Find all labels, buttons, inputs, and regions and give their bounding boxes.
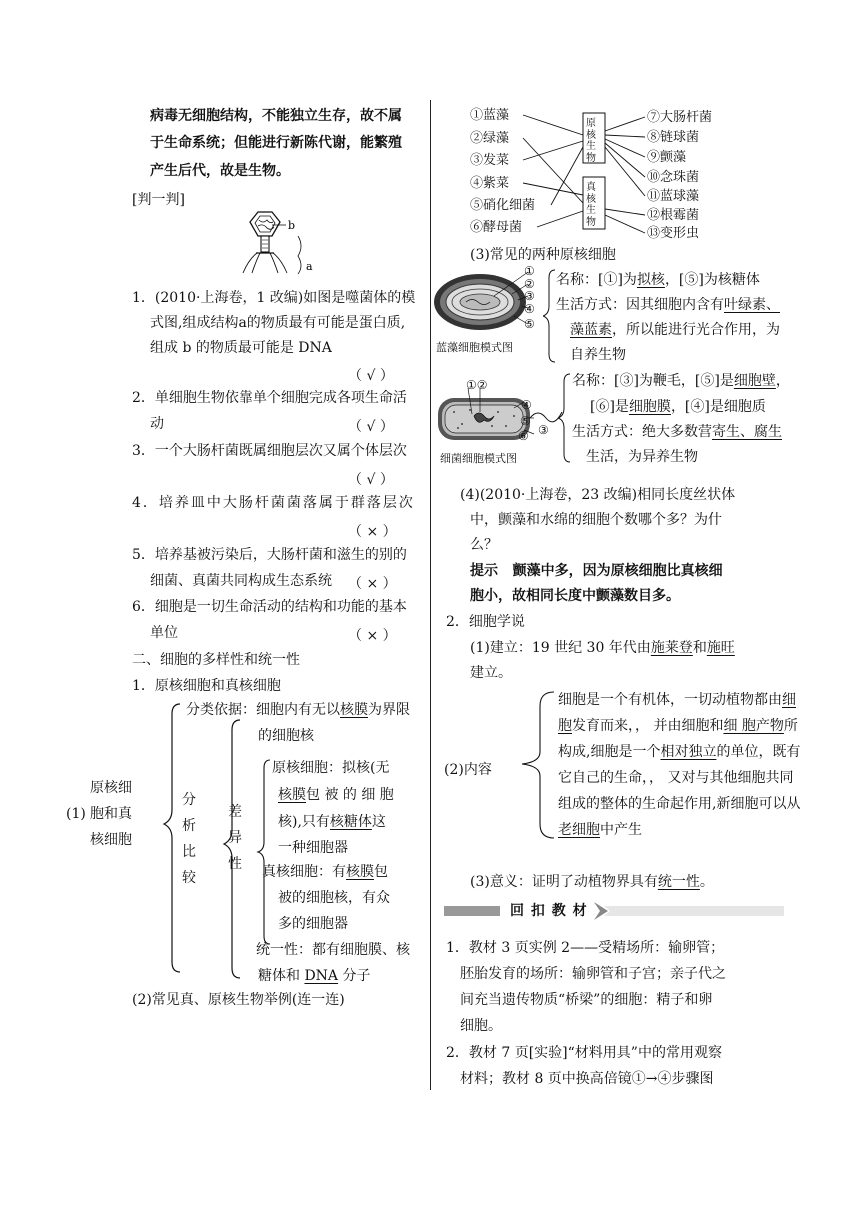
prok-line: 原核细胞：拟核(无 [272, 760, 390, 776]
theory-title: 2．细胞学说 [446, 614, 525, 630]
cyano-life: 自养生物 [570, 347, 626, 363]
content-brace [518, 690, 558, 840]
tree-num: (1) [66, 806, 86, 822]
sub3-title: (3)常见的两种原核细胞 [470, 247, 616, 263]
judge-line: 1．(2010·上海卷，1 改编)如图是噬菌体的模 [132, 290, 416, 306]
content-line: 组成的整体的生命起作用,新细胞可以从 [558, 796, 801, 812]
q4-hint: 胞小，故相同长度中颤藻数目多。 [470, 588, 680, 604]
bact-name: [⑥]是细胞膜，[④]是细胞质 [590, 399, 766, 415]
sub2-title: (2)常见真、原核生物举例(连一连) [132, 992, 345, 1008]
bact-name: 名称：[③]为鞭毛，[⑤]是细胞壁， [572, 373, 790, 389]
prok-line: 一种细胞器 [278, 840, 348, 856]
box-eukaryote: 真 核 生 物 [586, 182, 596, 228]
box-prokaryote: 原 核 生 物 [586, 118, 596, 164]
bact-caption: 细菌细胞模式图 [440, 452, 517, 465]
content-line: 老细胞中产生 [558, 822, 642, 838]
q4-hint: 提示 颤藻中多，因为原核细胞比真核细 [470, 563, 723, 579]
euk-line: 多的细胞器 [278, 916, 348, 932]
match-right-item: ⑨颤藻 [647, 150, 687, 165]
phage-diagram [228, 208, 328, 276]
judge-mark: （ √ ） [348, 472, 394, 488]
bact-number: ⑥ [518, 429, 529, 443]
match-left-item: ②绿藻 [470, 131, 510, 146]
theory-meaning: (3)意义：证明了动植物界具有统一性。 [470, 874, 714, 890]
content-line: 细胞是一个有机体，一切动植物都由细 [558, 692, 796, 708]
content-line: 它自己的生命，， 又对与其他细胞共同 [558, 770, 794, 786]
content-label: (2)内容 [444, 762, 492, 778]
match-left-item: ①蓝藻 [470, 108, 510, 123]
classify-line: 分类依据：细胞内有无以核膜为界限 [186, 702, 410, 718]
cyano-number: ⑤ [524, 317, 535, 331]
judge-line: 动 [150, 416, 164, 432]
judge-mark: （ × ） [348, 524, 397, 540]
content-line: 胞发育而来，， 并由细胞和细 胞产物所 [558, 718, 798, 734]
review-line: 2．教材 7 页[实验]“材料用具”中的常用观察 [446, 1045, 722, 1061]
cyano-numbers: ① ② ③ ④ [524, 264, 535, 316]
section-header-bar [444, 902, 784, 920]
match-left-item: ⑤硝化细菌 [470, 198, 536, 213]
review-line: 间充当遗传物质“桥梁”的细胞：精子和卵 [460, 992, 713, 1008]
unity-line: 糖体和 DNA 分子 [258, 968, 371, 984]
judge-mark: （ × ） [348, 576, 397, 592]
cyano-name: 名称：[①]为拟核，[⑤]为核糖体 [556, 272, 760, 288]
label-a: a [306, 260, 313, 273]
match-right-item: ⑬变形虫 [647, 226, 700, 241]
virus-line: 病毒无细胞结构，不能独立生存，故不属 [150, 108, 402, 124]
judge-line: 4．培养皿中大肠杆菌菌落属于群落层次 [132, 495, 415, 511]
prok-line: 核),只有核糖体这 [278, 814, 386, 830]
q4-line: 么？ [470, 537, 498, 553]
classify-line: 的细胞核 [258, 728, 314, 744]
unity-line: 统一性：都有细胞膜、核 [256, 942, 410, 958]
diff-char: 异 [228, 830, 242, 846]
bacteria-diagram [434, 388, 574, 448]
cyano-life: 生活方式：因其细胞内含有叶绿素、 [556, 297, 780, 313]
virus-line: 产生后代，故是生物。 [150, 163, 290, 179]
analyze-char: 析 [182, 818, 196, 834]
judge-line: 式图,组成结构a的物质最有可能是蛋白质, [150, 315, 406, 331]
section2-title: 二、细胞的多样性和统一性 [132, 652, 300, 668]
judge-line: 2．单细胞生物依靠单个细胞完成各项生命活 [132, 390, 407, 406]
judge-line: 5．培养基被污染后，大肠杆菌和滋生的别的 [132, 547, 407, 563]
theory-establish: 建立。 [470, 665, 512, 681]
section-header-title: 回 扣 教 材 [510, 903, 588, 919]
cyano-caption: 蓝藻细胞模式图 [436, 341, 513, 354]
review-line: 细胞。 [460, 1018, 502, 1034]
analyze-char: 分 [182, 792, 196, 808]
review-line: 胚胎发育的场所：输卵管和子宫；亲子代之 [460, 966, 726, 982]
match-lines [515, 105, 650, 245]
label-b: b [288, 219, 296, 232]
match-right-item: ⑫根霉菌 [647, 208, 700, 223]
analyze-char: 比 [182, 844, 196, 860]
judge-line: 6．细胞是一切生命活动的结构和功能的基本 [132, 599, 407, 615]
column-divider [430, 100, 431, 1090]
bact-life: 生活，为异养生物 [586, 449, 698, 465]
tree-root-line: 核细胞 [90, 832, 132, 848]
analyze-char: 较 [182, 870, 196, 886]
match-left-item: ④紫菜 [470, 176, 510, 191]
judge-mark: （ √ ） [348, 419, 394, 435]
match-left-item: ③发菜 [470, 153, 510, 168]
bact-life: 生活方式：绝大多数营寄生、腐生 [572, 424, 782, 440]
judge-line: 细菌、真菌共同构成生态系统 [150, 573, 332, 589]
euk-line: 真核细胞：有核膜包 [262, 864, 388, 880]
match-right-item: ⑦大肠杆菌 [647, 110, 713, 125]
bact-number: ⑤ [520, 414, 531, 428]
bact-number: ④ [521, 398, 532, 412]
bact-number: ③ [538, 423, 549, 437]
prok-line: 核膜包 被 的 细 胞 [278, 787, 394, 803]
virus-line: 于生命系统；但能进行新陈代谢，能繁殖 [150, 135, 402, 151]
diff-char: 差 [228, 804, 242, 820]
q4-line: 中，颤藻和水绵的细胞个数哪个多？为什 [470, 512, 722, 528]
theory-establish: (1)建立：19 世纪 30 年代由施莱登和施旺 [470, 640, 735, 656]
q4-line: (4)(2010·上海卷，23 改编)相同长度丝状体 [460, 487, 736, 503]
review-line: 材料；教材 8 页中换高倍镜①→④步骤图 [460, 1071, 714, 1087]
match-right-item: ⑩念珠菌 [647, 170, 700, 185]
sub1-title: 1．原核细胞和真核细胞 [132, 678, 281, 694]
bact-numbers-top: ①② [466, 378, 488, 392]
cyano-life: 藻蓝素，所以能进行光合作用，为 [570, 322, 780, 338]
judge-line: 单位 [150, 625, 178, 641]
match-right-item: ⑪蓝球藻 [647, 189, 700, 204]
judge-line: 3．一个大肠杆菌既属细胞层次又属个体层次 [132, 443, 407, 459]
tree-root-line: 胞和真 [90, 806, 132, 822]
tree-root-line: 原核细 [90, 780, 132, 796]
match-right-item: ⑧链球菌 [647, 130, 700, 145]
judge-line: 组成 b 的物质最可能是 DNA [150, 340, 332, 356]
review-line: 1．教材 3 页实例 2——受精场所：输卵管； [446, 940, 725, 956]
judge-mark: （ √ ） [348, 368, 394, 384]
judge-heading: [判一判] [132, 192, 185, 208]
euk-line: 被的细胞核，有众 [278, 890, 390, 906]
diff-char: 性 [228, 856, 242, 872]
judge-mark: （ × ） [348, 628, 397, 644]
match-left-item: ⑥酵母菌 [470, 220, 523, 235]
content-line: 构成,细胞是一个相对独立的单位，既有 [558, 744, 801, 760]
